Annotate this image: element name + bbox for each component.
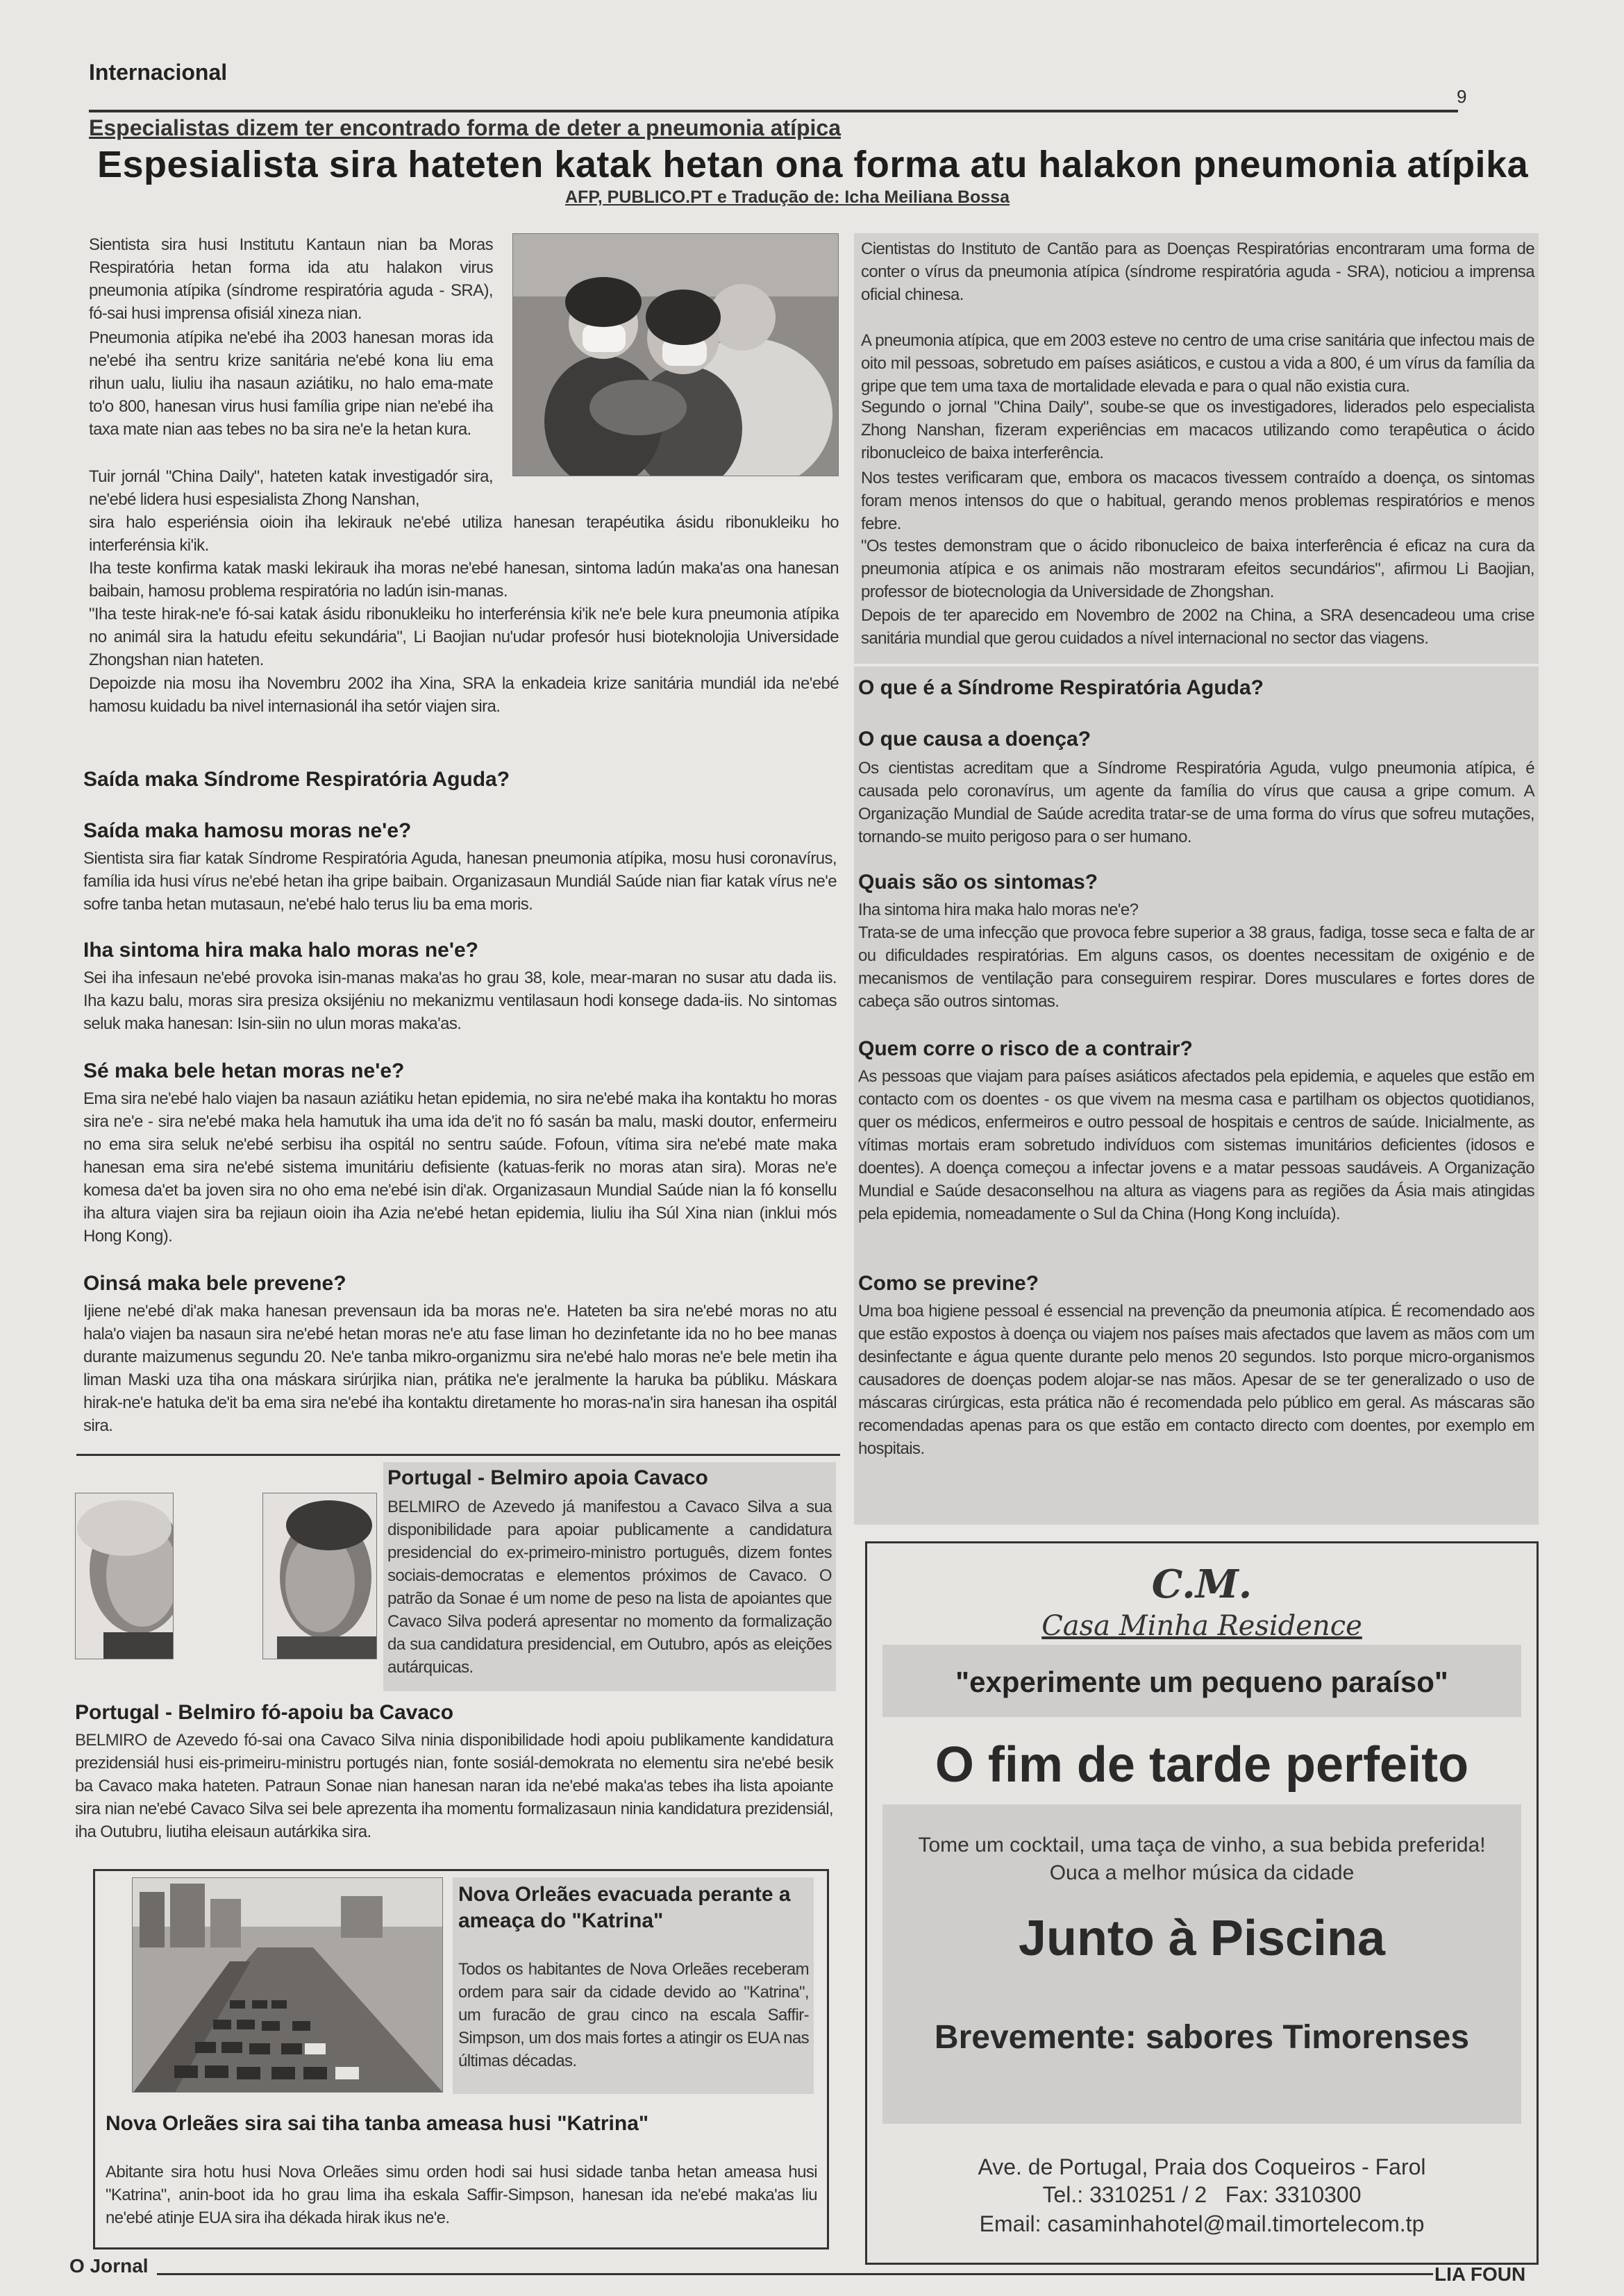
katrina-pt-title: Nova Orleães evacuada perante a ameaça do "Katrina" bbox=[458, 1883, 791, 1932]
ad-email: Email: casaminhahotel@mail.timortelecom.tp bbox=[979, 2211, 1425, 2236]
qa-pt-q3: Quem corre o risco de a contrair? bbox=[858, 1037, 1193, 1060]
ad-venue: Junto à Piscina bbox=[1018, 1911, 1386, 1966]
pt-paragraph-1: Cientistas do Instituto de Cantão para as Doenças Respiratórias encontraram uma forma de conter o vírus da pneumonia atípica (síndrome respiratória aguda - SRA), noticiou a imprensa oficial chinesa. bbox=[861, 240, 1534, 304]
article-headline: Espesialista sira hateten katak hetan ona forma atu halakon pneumonia atípika bbox=[97, 144, 1529, 185]
belmiro-pt-title: Portugal - Belmiro apoia Cavaco bbox=[387, 1466, 708, 1489]
ad-phone: Tel.: 3310251 / 2 Fax: 3310300 bbox=[1042, 2182, 1362, 2207]
qa-pt-a3: As pessoas que viajam para países asiáticos afectados pela epidemia, e aqueles que estão em contacto com os doentes - os que vivem na mesma casa e partilham os objectos quotidianos, quer os médicos, enfermeiros e outro pessoal de hospitais e centros de saúde. Inicialmente, as vítimas mortais eram sobretudo indivíduos com sistemas imunitários deficientes (idosos e doentes). A doença começou a infectar jovens e a matar pessoas saudáveis. A Organização Mundial e Saúde desaconselhou na altura as viagens para as regiões da Ásia mais atingidas pela epidemia, nomeadamente o Sul da China (Hong Kong incluída). bbox=[858, 1067, 1534, 1223]
footer-publication: O Jornal bbox=[69, 2255, 149, 2277]
pt-paragraph-6: Depois de ter aparecido em Novembro de 2002 na China, a SRA desencadeou uma crise sanitária mundial que gerou cuidados a nível internacional no sector das viagens. bbox=[861, 606, 1534, 648]
pt-paragraph-5: "Os testes demonstram que o ácido ribonucleico de baixa interferência é eficaz na cura da pneumonia atípica e os animais não mostraram efeitos secundários", afirmou Li Baojian, professor de biotecnologia da Universidade de Zhongshan. bbox=[861, 537, 1534, 601]
qa-pt-a4: Uma boa higiene pessoal é essencial na prevenção da pneumonia atípica. É recomendado aos que estão expostos à doença ou viajem nos países mais afectados que lavem as mãos com um desinfectante e água quente durante pelo menos 20 segundos. Isto porque micro-organismos causadores de doenças podem alojar-se nas mãos. Apesar de se ter generalizado o uso de máscaras cirúrgicas, esta prática não é recomendada pelo público em geral. As máscaras são recomendadas apenas para os que estão em contacto directo com doentes, por exemplo em hospitais. bbox=[858, 1302, 1534, 1458]
tetum-paragraph-6: "Iha teste hirak-ne'e fó-sai katak ásidu ribonukleiku ho interferénsia ki'ik ne'e bele kura pneumonia atípika no animál sira la hatudu efeitu sekundária", Li Baojian nu'udar profesór husi bioteknolojia Universidade Zhongshan nian hateten. bbox=[89, 605, 839, 669]
ad-coming-soon: Brevemente: sabores Timorenses bbox=[934, 2019, 1470, 2056]
qa-tetum-title: Saída maka Síndrome Respiratória Aguda? bbox=[83, 768, 510, 791]
qa-tetum-q4: Oinsá maka bele prevene? bbox=[83, 1272, 346, 1295]
katrina-tetum-title: Nova Orleães sira sai tiha tanba ameasa husi "Katrina" bbox=[106, 2112, 649, 2135]
section-label: Internacional bbox=[89, 60, 228, 85]
tetum-paragraph-2: Pneumonia atípika ne'ebé iha 2003 hanesan moras ida ne'ebé iha sentru krize sanitária ne'ebé kona liu ema rihun ualu, liuliu iha nasaun aziátiku, no halo ema-mate to'o 800, hanesan virus husi família gripe nian ne'ebé iha taxa mate nian aas tebes no ba sira ne'e la hetan kura. bbox=[89, 328, 493, 439]
footer-rule bbox=[157, 2273, 1433, 2275]
article-kicker: Especialistas dizem ter encontrado forma de deter a pneumonia atípica bbox=[89, 115, 841, 140]
qa-tetum-a2: Sei iha infesaun ne'ebé provoka isin-manas maka'as ho grau 38, kole, mear-maran no susar atu dada iis. Iha kazu balu, moras sira presiza oksijéniu no mekanizmu ventilasaun hodi konsege dada-iis. No sintomas seluk maka hanesan: Isin-siin no ulun moras maka'as. bbox=[83, 969, 837, 1033]
tetum-paragraph-5: Iha teste konfirma katak maski lekirauk iha moras ne'ebé hanesan, sintoma ladún maka'as ona hanesan baibain, hamosu problema respiratória no ladún isin-manas. bbox=[89, 559, 839, 601]
qa-tetum-q3: Sé maka bele hetan moras ne'e? bbox=[83, 1059, 405, 1082]
katrina-pt-body: Todos os habitantes de Nova Orleães receberam ordem para sair da cidade devido ao "Katrina", um furacão de grau cinco na escala Saffir-Simpson, um dos mais fortes a atingir os EUA nas últimas décadas. bbox=[458, 1960, 809, 2070]
article-credit: AFP, PUBLICO.PT e Tradução de: Icha Meiliana Bossa bbox=[565, 187, 1010, 207]
belmiro-tetum-body: BELMIRO de Azevedo fó-sai ona Cavaco Silva ninia disponibilidade hodi apoiu publikamente kandidatura prezidensiál husi eis-primeiru-ministru portugés nian, fonte sosiál-demokrata no elementu sira ne'ebé besik ba Cavaco maka hateten. Patraun Sonae nian hanesan naran ida ne'ebé maka'as tebes iha lista apoiante sira nian ne'ebé Cavaco Silva sei bele aprezenta iha momentu formalizasaun ninia kandidatura prezidensiál, iha Outubru, liutiha eleisaun autárkika sira. bbox=[75, 1731, 833, 1841]
header-rule bbox=[89, 110, 1458, 112]
pt-paragraph-3: Segundo o jornal "China Daily", soube-se que os investigadores, liderados pelo especialista Zhong Nanshan, fizeram experiências em macacos utilizando como terapêutica o ácido ribonucleico de baixa interferência. bbox=[861, 398, 1534, 462]
qa-pt-a2: Iha sintoma hira maka halo moras ne'e? Trata-se de uma infecção que provoca febre superior a 38 graus, fadiga, tosse seca e falta de ar ou dificuldades respiratórias. Em alguns casos, os doentes necessitam de oxigénio e de mecanismos de ventilação para conseguirem respirar. Dores musculares e fortes dores de cabeça são outros sintomas. bbox=[858, 900, 1534, 1011]
qa-tetum-a1: Sientista sira fiar katak Síndrome Respiratória Aguda, hanesan pneumonia atípika, mosu husi coronavírus, família ida husi vírus ne'ebé hetan iha gripe baibain. Organizasaun Mundiál Saúde nian fiar katak vírus ne'e sofre tanba hetan mutasaun, ne'ebé halo terus liu ba ema moris. bbox=[83, 849, 837, 914]
qa-pt-a1: Os cientistas acreditam que a Síndrome Respiratória Aguda, vulgo pneumonia atípica, é causada pelo coronavírus, um agente da família do vírus que causa a gripe comum. A Organização Mundial de Saúde acredita tratar-se de uma forma do vírus que sofreu mutações, tornando-se muito perigoso para o ser humano. bbox=[858, 759, 1534, 846]
qa-pt-q1: O que causa a doença? bbox=[858, 728, 1091, 751]
belmiro-top-rule bbox=[76, 1454, 840, 1456]
qa-tetum-q1: Saída maka hamosu moras ne'e? bbox=[83, 819, 412, 842]
katrina-tetum-body: Abitante sira hotu husi Nova Orleães simu orden hodi sai husi sidade tanba hetan ameasa husi "Katrina", anin-boot ida ho grau lima iha eskala Saffir-Simpson, hanesan ida ne'ebé maka'as liu ne'ebé atinje EUA sira iha dékada hirak ikus ne'e. bbox=[106, 2163, 817, 2227]
belmiro-portrait bbox=[75, 1493, 174, 1659]
ad-monogram: C.M. bbox=[1151, 1561, 1253, 1607]
pt-paragraph-2: A pneumonia atípica, que em 2003 esteve no centro de uma crise sanitária que infectou mais de oito mil pessoas, sobretudo em países asiáticos, e custou a vida a 800, é um vírus da família da gripe que tem uma taxa de mortalidade elevada e para o qual não existia cura. bbox=[861, 331, 1534, 396]
tetum-paragraph-3: Tuir jornál "China Daily", hateten katak investigadór sira, ne'ebé lidera husi espesialista Zhong Nanshan, bbox=[89, 467, 493, 509]
ad-brand: Casa Minha Residence bbox=[1041, 1610, 1362, 1642]
belmiro-pt-body: BELMIRO de Azevedo já manifestou a Cavaco Silva a sua disponibilidade para apoiar publicamente a candidatura presidencial do ex-primeiro-ministro português, dizem fontes sociais-democratas e elementos próximos de Cavaco. O patrão da Sonae é um nome de peso na lista de apoiantes que Cavaco Silva poderá apresentar no momento da formalização da sua candidatura presidencial, em Outubro, após as eleições autárquicas. bbox=[387, 1498, 832, 1677]
qa-pt-q4: Como se previne? bbox=[858, 1272, 1039, 1295]
page-number: 9 bbox=[1457, 86, 1467, 107]
masked-family-photo bbox=[512, 233, 839, 476]
cavaco-portrait bbox=[262, 1493, 377, 1659]
tetum-paragraph-7: Depoizde nia mosu iha Novembru 2002 iha Xina, SRA la enkadeia krize sanitária mundiál ida ne'ebé hamosu kuidadu ba nivel internasionál iha setór viajen sira. bbox=[89, 674, 839, 716]
qa-pt-q2: Quais são os sintomas? bbox=[858, 871, 1098, 894]
ad-line-2: Ouca a melhor música da cidade bbox=[1049, 1861, 1355, 1884]
katrina-traffic-photo bbox=[132, 1877, 443, 2093]
belmiro-tetum-title: Portugal - Belmiro fó-apoiu ba Cavaco bbox=[75, 1701, 454, 1724]
qa-tetum-q2: Iha sintoma hira maka halo moras ne'e? bbox=[83, 939, 478, 962]
ad-line-1: Tome um cocktail, uma taça de vinho, a sua bebida preferida! bbox=[918, 1834, 1486, 1857]
footer-column-label: LIA FOUN bbox=[1434, 2263, 1526, 2285]
ad-slogan: "experimente um pequeno paraíso" bbox=[955, 1666, 1448, 1698]
casa-minha-advert bbox=[865, 1541, 1539, 2265]
ad-address: Ave. de Portugal, Praia dos Coqueiros - Farol bbox=[978, 2154, 1426, 2179]
qa-tetum-a4: Ijiene ne'ebé di'ak maka hanesan prevensaun ida ba moras ne'e. Hateten ba sira ne'ebé moras no atu hala'o viajen ba nasaun sira ne'ebé hetan moras ne'e atu fase liman ho dezinfetante ida no ho bee manas durante maizumenus segundu 20. Ne'e tanba mikro-organizmu sira ne'ebé halo moras ne'e bele metin iha liman Maski uza tiha ona máskara sirúrjika nian, prátika ne'e jeralmente la haruka ba públiku. Máskara hirak-ne'e hatuka de'it ba ema sira ne'ebé iha kontaktu diretamente ho moras-na'in sira hanesan iha ospitál sira. bbox=[83, 1302, 837, 1435]
qa-tetum-a3: Ema sira ne'ebé halo viajen ba nasaun aziátiku hetan epidemia, no sira ne'ebé maka iha kontaktu ho moras sira ne'e - sira ne'ebé maka hela hamutuk iha uma ida de'it no fó sasán ba malu, maski doutor, enfermeiru no ema sira seluk ne'ebé serbisu iha ospitál no sentru saúde. Fofoun, vítima sira ne'ebé mate maka hanesan ema sira ne'ebé sistema imunitáriu defisiente (katuas-ferik no moras atan sira). Moras ne'e komesa da'et ba joven sira no oho ema ne'ebé isin di'ak. Organizasaun Mundial Saúde nian la fó konsellu iha altura viajen sira ba rejiaun oioin iha Azia ne'ebé hetan epidemia, liuliu iha Súl Xina nian (inklui mós Hong Kong). bbox=[83, 1089, 837, 1246]
ad-headline: O fim de tarde perfeito bbox=[935, 1737, 1469, 1793]
tetum-paragraph-1: Sientista sira husi Institutu Kantaun nian ba Moras Respiratória hetan forma ida atu halakon virus pneumonia atípika (síndrome respiratória aguda - SRA), fó-sai husi imprensa ofisiál xineza nian. bbox=[89, 235, 493, 323]
qa-pt-title: O que é a Síndrome Respiratória Aguda? bbox=[858, 676, 1264, 699]
pt-paragraph-4: Nos testes verificaram que, embora os macacos tivessem contraído a doença, os sintomas foram menos intensos do que o habitual, gerando menos problemas respiratórios e menos febre. bbox=[861, 469, 1534, 533]
tetum-paragraph-4: sira halo esperiénsia oioin iha lekirauk ne'ebé utiliza hanesan terapéutika ásidu ribonukleiku ho interferénsia ki'ik. bbox=[89, 513, 839, 555]
